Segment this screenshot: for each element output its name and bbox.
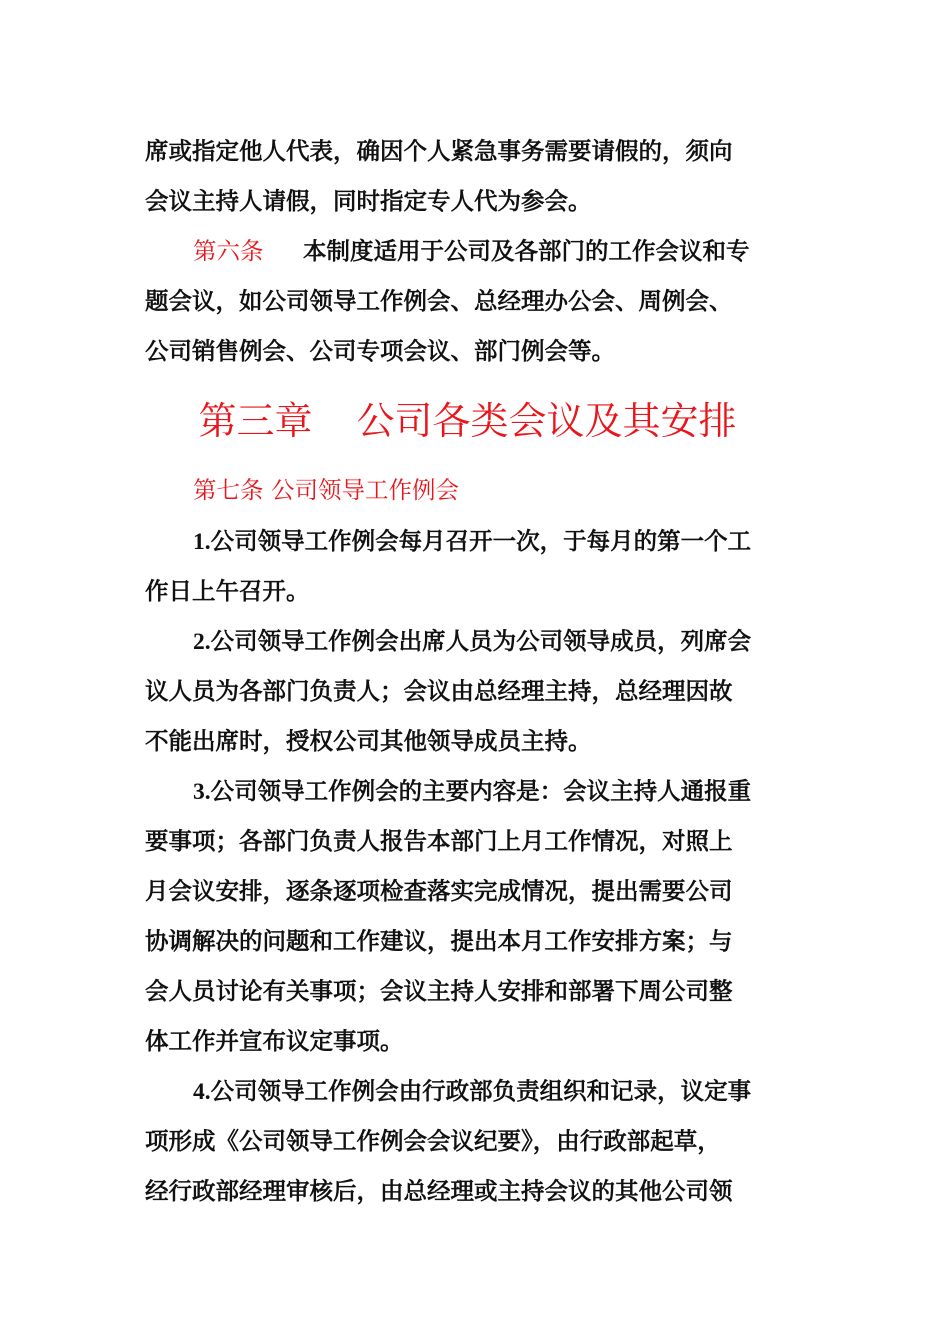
article-6-text: 本制度适用于公司及各部门的工作会议和专 [303,237,750,265]
item-1-number: 1. [193,529,211,555]
item-4-number: 4. [193,1079,211,1105]
item-2-line: 议人员为各部门负责人；会议由总经理主持，总经理因故 [145,677,733,705]
item-4-text: 公司领导工作例会由行政部负责组织和记录，议定事 [210,1077,752,1105]
item-4-line [145,1066,810,1116]
item-2-number: 2. [193,629,211,655]
paragraph-line: 席或指定他人代表，确因个人紧急事务需要请假的，须向 [145,137,733,165]
item-1-line [145,516,810,566]
item-4-line: 项形成《公司领导工作例会会议纪要》，由行政部起草， [145,1127,721,1155]
chapter-title: 公司各类会议及其安排 [356,399,737,443]
item-3-line: 会人员讨论有关事项；会议主持人安排和部署下周公司整 [145,977,733,1005]
article-6-line: 公司销售例会、公司专项会议、部门例会等。 [145,337,615,365]
item-3-text: 公司领导工作例会的主要内容是：会议主持人通报重 [210,777,752,805]
article-7-heading: 第七条 公司领导工作例会 [193,476,459,504]
item-3-line: 月会议安排，逐条逐项检查落实完成情况，提出需要公司 [145,877,733,905]
item-3-line: 体工作并宣布议定事项。 [145,1027,404,1055]
item-4-line: 经行政部经理审核后，由总经理或主持会议的其他公司领 [145,1177,733,1205]
item-3-line: 协调解决的问题和工作建议，提出本月工作安排方案；与 [145,927,733,955]
item-3-line [145,766,810,816]
article-6-line [145,226,810,276]
article-6-line: 题会议，如公司领导工作例会、总经理办公会、周例会、 [145,287,733,315]
item-1-text: 公司领导工作例会每月召开一次，于每月的第一个工 [210,527,752,555]
item-2-line [145,616,810,666]
article-6-label: 第六条 [193,237,264,265]
item-2-text: 公司领导工作例会出席人员为公司领导成员，列席会 [210,627,752,655]
item-1-line: 作日上午召开。 [145,577,310,605]
document-body [145,126,810,1216]
chapter-heading [125,376,810,466]
item-3-number: 3. [193,779,211,805]
chapter-number: 第三章 [198,399,313,443]
item-3-line: 要事项；各部门负责人报告本部门上月工作情况，对照上 [145,827,733,855]
paragraph-line: 会议主持人请假，同时指定专人代为参会。 [145,187,592,215]
item-2-line: 不能出席时，授权公司其他领导成员主持。 [145,727,592,755]
